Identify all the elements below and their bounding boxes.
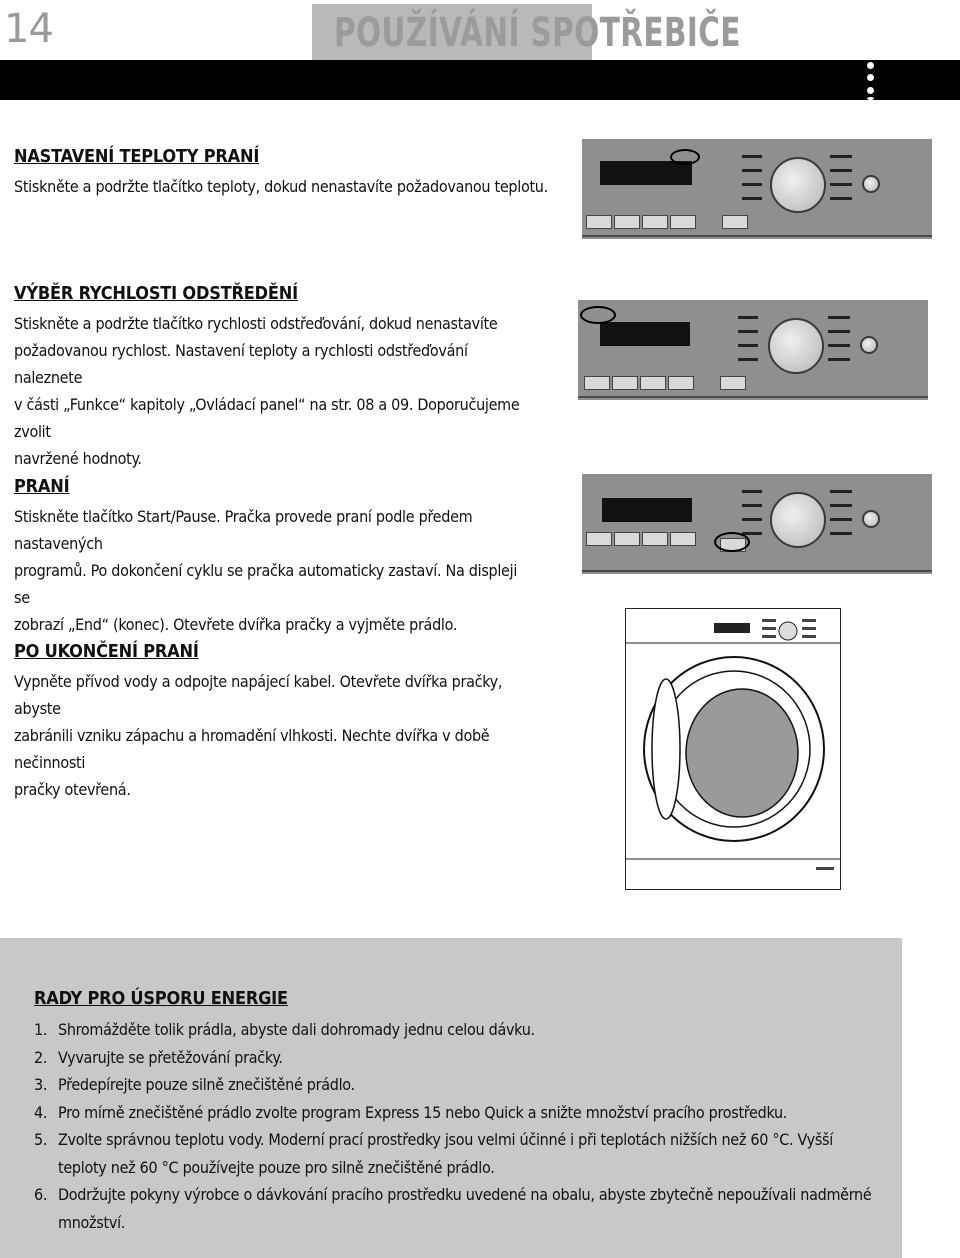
control-panel-image-spin	[578, 300, 928, 400]
highlight-ring	[580, 306, 616, 324]
washing-machine-drawing	[626, 609, 840, 889]
page-number: 14	[4, 6, 53, 52]
section-heading: PRANÍ	[14, 476, 70, 497]
item-number: 2.	[34, 1047, 48, 1067]
washing-machine-image	[625, 608, 841, 890]
item-number: 5.	[34, 1130, 48, 1149]
highlight-ring	[670, 149, 700, 165]
list-item	[34, 1126, 884, 1181]
item-text: Dodržujte pokyny výrobce o dávkování pracího prostředku uvedené na obalu, abyste zbytečně nepoužívali nadměrné množství.	[58, 1185, 872, 1232]
section-line: Vypněte přívod vody a odpojte napájecí kabel. Otevřete dvířka pračky, abyste	[14, 672, 503, 718]
highlight-ring	[714, 532, 750, 552]
item-text: Vyvarujte se přetěžování pračky.	[58, 1047, 283, 1067]
dots-decoration	[866, 60, 876, 100]
section-line: zobrazí „End“ (konec). Otevřete dvířka pračky a vyjměte prádlo.	[14, 615, 458, 634]
page-title: POUŽÍVÁNÍ SPOTŘEBIČE	[334, 10, 741, 56]
item-number: 3.	[34, 1075, 48, 1094]
section-line: v části „Funkce“ kapitoly „Ovládací panel“ na str. 08 a 09. Doporučujeme zvolit	[14, 395, 520, 441]
control-panel-image-start	[582, 474, 932, 574]
section-line: Stiskněte tlačítko Start/Pause. Pračka provede praní podle předem nastavených	[14, 507, 473, 553]
item-number: 1.	[34, 1020, 48, 1039]
section-spin	[14, 283, 534, 472]
section-line: požadovanou rychlost. Nastavení teploty a rychlosti odstřeďování naleznete	[14, 341, 468, 387]
list-item	[34, 1099, 884, 1127]
tips-list	[34, 1016, 884, 1236]
section-line: pračky otevřená.	[14, 780, 131, 799]
item-text: Shromážděte tolik prádla, abyste dali dohromady jednu celou dávku.	[58, 1020, 535, 1039]
list-item	[34, 1181, 884, 1236]
section-line: programů. Po dokončení cyklu se pračka automaticky zastaví. Na displeji se	[14, 561, 518, 607]
control-panel-image-temperature	[582, 139, 932, 239]
item-text: Předepírejte pouze silně znečištěné prádlo.	[58, 1075, 355, 1094]
section-after-wash	[14, 641, 534, 803]
section-heading: NASTAVENÍ TEPLOTY PRANÍ	[14, 146, 260, 167]
section-line: Stiskněte a podržte tlačítko rychlosti odstřeďování, dokud nenastavíte	[14, 314, 498, 333]
tips-heading: RADY PRO ÚSPORU ENERGIE	[34, 988, 288, 1009]
section-heading: VÝBĚR RYCHLOSTI ODSTŘEDĚNÍ	[14, 283, 298, 304]
item-text: Zvolte správnou teplotu vody. Moderní prací prostředky jsou velmi účinné i při teplotách nižších než 60 °C. Vyšší teploty než 60 °C používejte pouze pro silně znečištěné prádlo.	[58, 1130, 833, 1177]
section-washing	[14, 476, 534, 638]
header-bar	[0, 60, 960, 100]
section-line: navržené hodnoty.	[14, 449, 142, 468]
section-temperature	[14, 146, 548, 200]
energy-tips-box	[0, 938, 902, 1258]
section-line: Stiskněte a podržte tlačítko teploty, dokud nenastavíte požadovanou teplotu.	[14, 177, 548, 196]
list-item	[34, 1044, 884, 1072]
list-item	[34, 1071, 884, 1099]
item-number: 4.	[34, 1102, 48, 1122]
section-heading: PO UKONČENÍ PRANÍ	[14, 641, 199, 662]
list-item	[34, 1016, 884, 1044]
item-number: 6.	[34, 1185, 48, 1204]
section-line: zabránili vzniku zápachu a hromadění vlhkosti. Nechte dvířka v době nečinnosti	[14, 726, 490, 772]
item-text: Pro mírně znečištěné prádlo zvolte program Express 15 nebo Quick a snižte množství pracího prostředku.	[58, 1102, 788, 1122]
page-title-box	[312, 0, 960, 60]
